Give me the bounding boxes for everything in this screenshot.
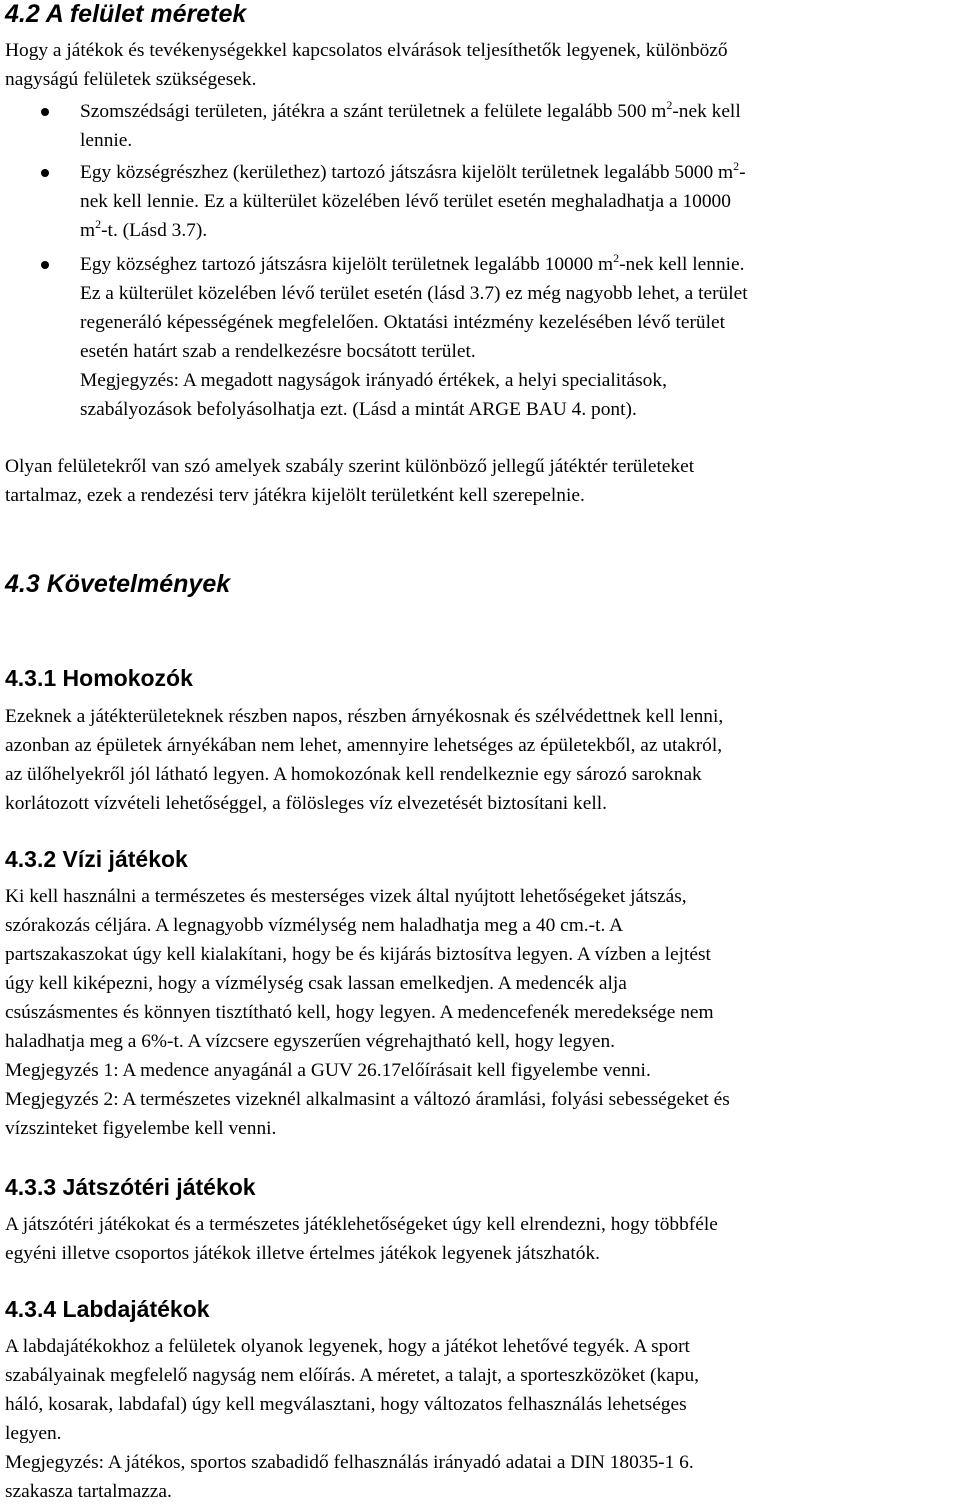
body-line: partszakaszokat úgy kell kialakítani, hogy be és kijárás biztosítva legyen. A vízben a lejtést	[5, 944, 711, 965]
section-4-3-3-heading: 4.3.3 Játszótéri játékok	[5, 1174, 256, 1200]
intro-line-2: nagyságú felületek szükségesek.	[5, 69, 257, 90]
body-line: Ezeknek a játékterületeknek részben napos, részben árnyékosnak és szélvédettnek kell lenni,	[5, 706, 724, 727]
section-4-3-2-heading: 4.3.2 Vízi játékok	[5, 846, 188, 872]
section-4-3-1-body	[5, 702, 960, 818]
body-line: szórakozás céljára. A legnagyobb vízmélység nem haladhatja meg a 40 cm.-t. A	[5, 915, 624, 936]
bullet-3-line-3: regeneráló képességének megfelelően. Oktatási intézmény kezelésében lévő terület	[80, 312, 725, 333]
section-4-3-3-body	[5, 1210, 960, 1268]
bullet-2-line-3: $m^2-t$. (Lásd 3.7).	[80, 217, 208, 241]
bullet-1-line-2: lennie.	[80, 130, 133, 151]
bullet-dot	[41, 169, 49, 177]
body-line: Megjegyzés 1: A medence anyagánál a GUV 26.17előírásait kell figyelembe venni.	[5, 1060, 651, 1081]
body-line: A labdajátékokhoz a felületek olyanok legyenek, hogy a játékot lehetővé tegyék. A sport	[5, 1336, 690, 1357]
bullet-2-line-2: nek kell lennie. Ez a külterület közelében lévő terület esetén meghaladhatja a 10000	[80, 191, 731, 212]
paragraph-line-2: tartalmaz, ezek a rendezési terv játékra kijelölt területként kell szerepelnie.	[5, 485, 585, 506]
section-4-3-2-body	[5, 882, 960, 1143]
body-line: A játszótéri játékokat és a természetes játéklehetőségeket úgy kell elrendezni, hogy többféle	[5, 1214, 718, 1235]
body-line: legyen.	[5, 1423, 62, 1444]
body-line: úgy kell kiképezni, hogy a vízmélység csak lassan emelkedjen. A medencék alja	[5, 973, 627, 994]
body-line: azonban az épületek árnyékában nem lehet, amennyire lehetséges az épületekből, az utakról,	[5, 735, 723, 756]
body-line: haladhatja meg a 6%-t. A vízcsere egyszerűen végrehajtható kell, hogy legyen.	[5, 1031, 616, 1052]
bullet-3-line-5: Megjegyzés: A megadott nagyságok irányadó értékek, a helyi specialitások,	[80, 370, 667, 391]
bullet-3-line-6: szabályozások befolyásolhatja ezt. (Lásd a mintát ARGE BAU 4. pont).	[80, 399, 637, 420]
section-4-2-paragraph	[5, 452, 960, 510]
bullet-dot	[41, 261, 49, 269]
intro-line-1: Hogy a játékok és tevékenységekkel kapcsolatos elvárások teljesíthetők legyenek, különböző	[5, 40, 728, 61]
bullet-3-line-2: Ez a külterület közelében lévő terület esetén (lásd 3.7) ez még nagyobb lehet, a terület	[80, 283, 748, 304]
bullet-3-line-4: esetén határt szab a rendelkezésre bocsátott terület.	[80, 341, 476, 362]
section-4-3-4-body	[5, 1332, 960, 1506]
section-4-2-intro	[5, 36, 960, 94]
bullet-1-line-1: Szomszédsági területen, játékra a szánt területnek a felülete legalább 500 $m^2$-nek kell	[80, 98, 741, 122]
body-line: Ki kell használni a természetes és mesterséges vizek által nyújtott lehetőségeket játszás,	[5, 886, 687, 907]
body-line: Megjegyzés 2: A természetes vizeknél alkalmasint a változó áramlási, folyási sebességeket és	[5, 1089, 730, 1110]
body-line: az ülőhelyekről jól látható legyen. A homokozónak kell rendelkeznie egy sározó saroknak	[5, 764, 702, 785]
body-line: Megjegyzés: A játékos, sportos szabadidő felhasználás irányadó adatai a DIN 18035-1 6.	[5, 1452, 694, 1473]
body-line: szabályainak megfelelő nagyság nem előírás. A méretet, a talajt, a sporteszközöket (kapu,	[5, 1365, 700, 1386]
bullet-2-line-1: Egy községrészhez (kerülethez) tartozó játszásra kijelölt területnek legalább 5000 $m^2-$	[80, 159, 746, 183]
section-4-3-heading: 4.3 Követelmények	[5, 570, 231, 598]
paragraph-line-1: Olyan felületekről van szó amelyek szabály szerint különböző jellegű játéktér területeket	[5, 456, 695, 477]
body-line: csúszásmentes és könnyen tisztítható kell, hogy legyen. A medencefenék meredeksége nem	[5, 1002, 714, 1023]
body-line: háló, kosarak, labdafal) úgy kell megválasztani, hogy változatos felhasználás lehetséges	[5, 1394, 687, 1415]
section-4-3-4-heading: 4.3.4 Labdajátékok	[5, 1296, 210, 1322]
section-4-2-heading: 4.2 A felület méretek	[5, 0, 247, 28]
bullet-dot	[41, 108, 49, 116]
body-line: egyéni illetve csoportos játékok illetve értelmes játékok legyenek játszhatók.	[5, 1243, 600, 1264]
body-line: korlátozott vízvételi lehetőséggel, a fölösleges víz elvezetését biztosítani kell.	[5, 793, 607, 814]
bullet-3-line-1: Egy községhez tartozó játszásra kijelölt területnek legalább 10000 $m^2$-nek kell lennie.	[80, 251, 745, 275]
body-line: szakasza tartalmazza.	[5, 1481, 172, 1502]
section-4-3-1-heading: 4.3.1 Homokozók	[5, 665, 193, 691]
body-line: vízszinteket figyelembe kell venni.	[5, 1118, 277, 1139]
